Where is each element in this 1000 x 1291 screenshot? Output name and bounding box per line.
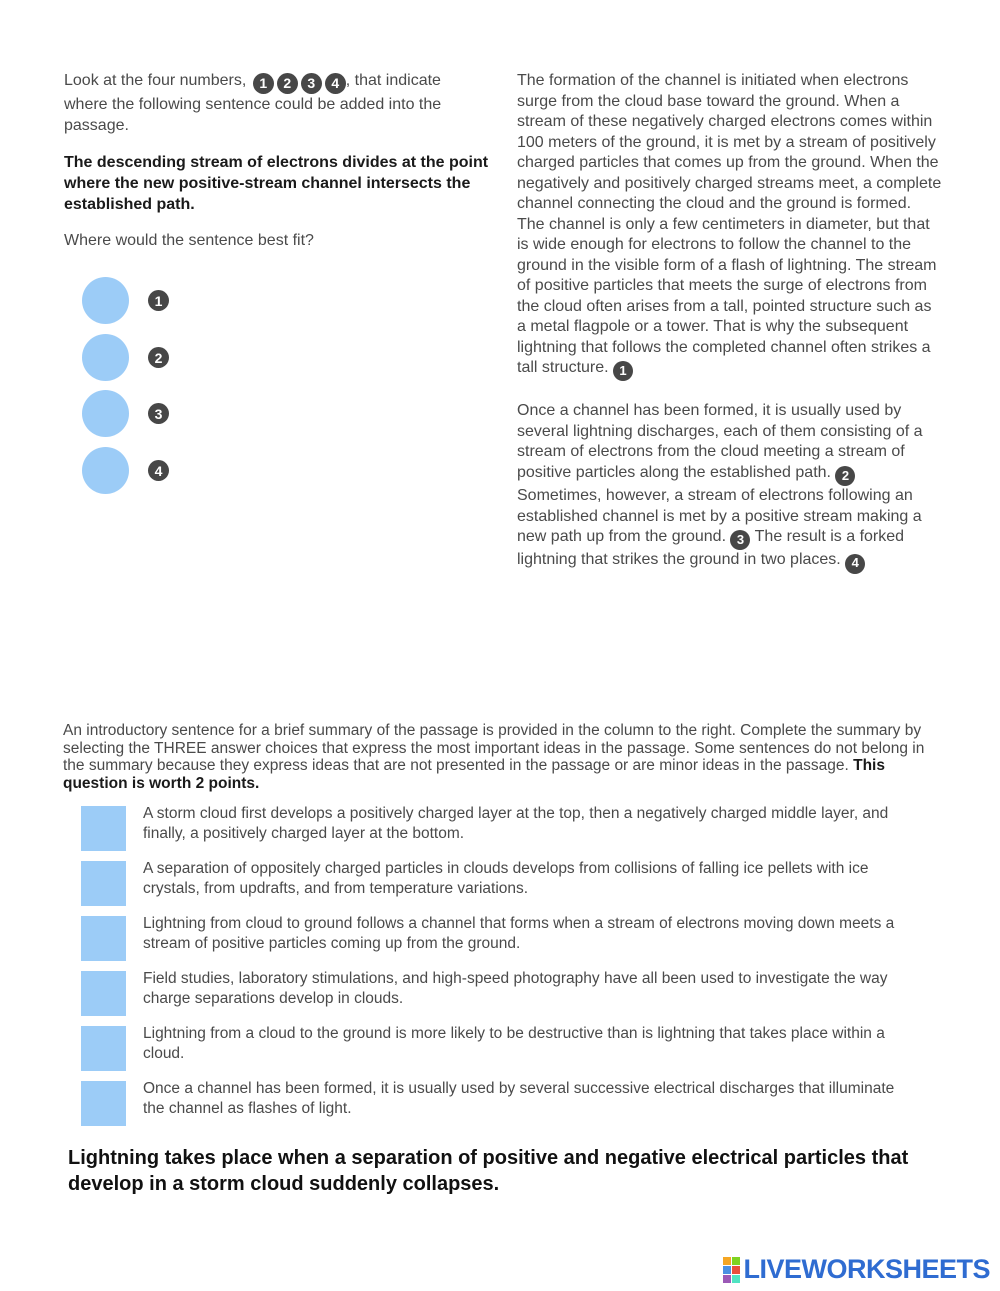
reading-passage [517,71,942,594]
option-3-label: 3 [148,403,169,424]
passage-p2a-text: Once a channel has been formed, it is usually used by several lightning discharges, each of them consisting of a stream of electrons from the cloud meeting a stream of positive particles along the established path. [517,402,923,481]
question-intro [64,70,484,136]
choice-1-text: A storm cloud first develops a positively charged layer at the top, then a negatively charged middle layer, and finally, a positively charged layer at the bottom. [143,805,889,842]
question-prompt: Where would the sentence best fit? [64,232,314,249]
passage-paragraph-2 [517,401,942,573]
logo-square-5 [723,1275,731,1283]
option-4[interactable] [82,447,169,494]
logo-square-3 [723,1266,731,1274]
option-2[interactable] [82,334,169,381]
inline-number-3: 3 [301,73,322,94]
option-1-label: 1 [148,290,169,311]
points-note: This question is worth 2 points. [63,757,885,792]
passage-marker-1: 1 [613,361,633,381]
logo-square-6 [732,1275,740,1283]
inline-number-1: 1 [253,73,274,94]
intro-text-before: Look at the four numbers, [64,72,247,89]
logo-icon [723,1257,740,1283]
option-1-radio[interactable] [82,277,129,324]
inline-number-4: 4 [325,73,346,94]
inline-number-badges [253,73,346,94]
option-2-radio[interactable] [82,334,129,381]
choice-6-drop-box[interactable] [81,1081,126,1126]
logo-square-4 [732,1266,740,1274]
choice-3-drop-box[interactable] [81,916,126,961]
passage-marker-2: 2 [835,466,855,486]
inline-number-2: 2 [277,73,298,94]
passage-p2b-text: Sometimes, however, a stream of electrons following an established channel is met by a positive stream making a new path up from the ground. [517,487,922,545]
logo-text: LIVEWORKSHEETS [743,1254,990,1284]
choice-5-text: Lightning from a cloud to the ground is more likely to be destructive than is lightning that takes place within a cloud. [143,1025,885,1062]
passage-marker-4: 4 [845,554,865,574]
choice-4-drop-box[interactable] [81,971,126,1016]
summary-intro-text: An introductory sentence for a brief summary of the passage is provided in the column to the right. Complete the summary by selecting the THREE answer choices that express the most important ideas in the passage. Some sentences do not belong in the summary because they express ideas that are not presented in the passage or are minor ideas in the passage. [63,722,925,774]
option-1[interactable] [82,277,169,324]
logo-square-2 [732,1257,740,1265]
summary-introductory-sentence: Lightning takes place when a separation of positive and negative electrical particles that develop in a storm cloud suddenly collapses. [68,1147,909,1195]
choice-2-text: A separation of oppositely charged particles in clouds develops from collisions of falling ice pellets with ice crystals, from updrafts, and from temperature variations. [143,860,869,897]
choice-1-drop-box[interactable] [81,806,126,851]
intro-text-after: , that indicate where the following sentence could be added into the passage. [64,72,442,134]
option-3-radio[interactable] [82,390,129,437]
logo-square-1 [723,1257,731,1265]
passage-paragraph-1 [517,71,942,381]
liveworksheets-logo [723,1254,990,1285]
choice-2-drop-box[interactable] [81,861,126,906]
option-4-radio[interactable] [82,447,129,494]
choice-5-drop-box[interactable] [81,1026,126,1071]
passage-p2c-text: The result is a forked lightning that strikes the ground in two places. [517,528,905,569]
choice-3-text: Lightning from cloud to ground follows a channel that forms when a stream of electrons moving down meets a stream of positive particles coming up from the ground. [143,915,895,952]
option-3[interactable] [82,390,169,437]
choice-4-text: Field studies, laboratory stimulations, and high-speed photography have all been used to investigate the way charge separations develop in clouds. [143,970,888,1007]
choice-6-text: Once a channel has been formed, it is usually used by several successive electrical discharges that illuminate the channel as flashes of light. [143,1080,895,1117]
option-2-label: 2 [148,347,169,368]
insert-sentence: The descending stream of electrons divides at the point where the new positive-stream channel intersects the established path. [64,154,489,213]
passage-p1-text: The formation of the channel is initiated when electrons surge from the cloud base toward the ground. When a stream of these negatively charged electrons comes within 100 meters of the ground, it is met by a stream of positively charged particles that comes up from the ground. When the negatively and positively charged streams meet, a complete channel connecting the cloud and the ground is formed. The channel is only a few centimeters in diameter, but that is wide enough for electrons to follow the channel to the ground in the visible form of a flash of lightning. The stream of positive particles that meets the surge of electrons from the cloud often arises from a tall, pointed structure such as a metal flagpole or a tower. That is why the subsequent lightning that follows the completed channel often strikes a tall structure. [517,72,942,376]
summary-instructions [63,722,943,792]
option-4-label: 4 [148,460,169,481]
passage-marker-3: 3 [730,530,750,550]
